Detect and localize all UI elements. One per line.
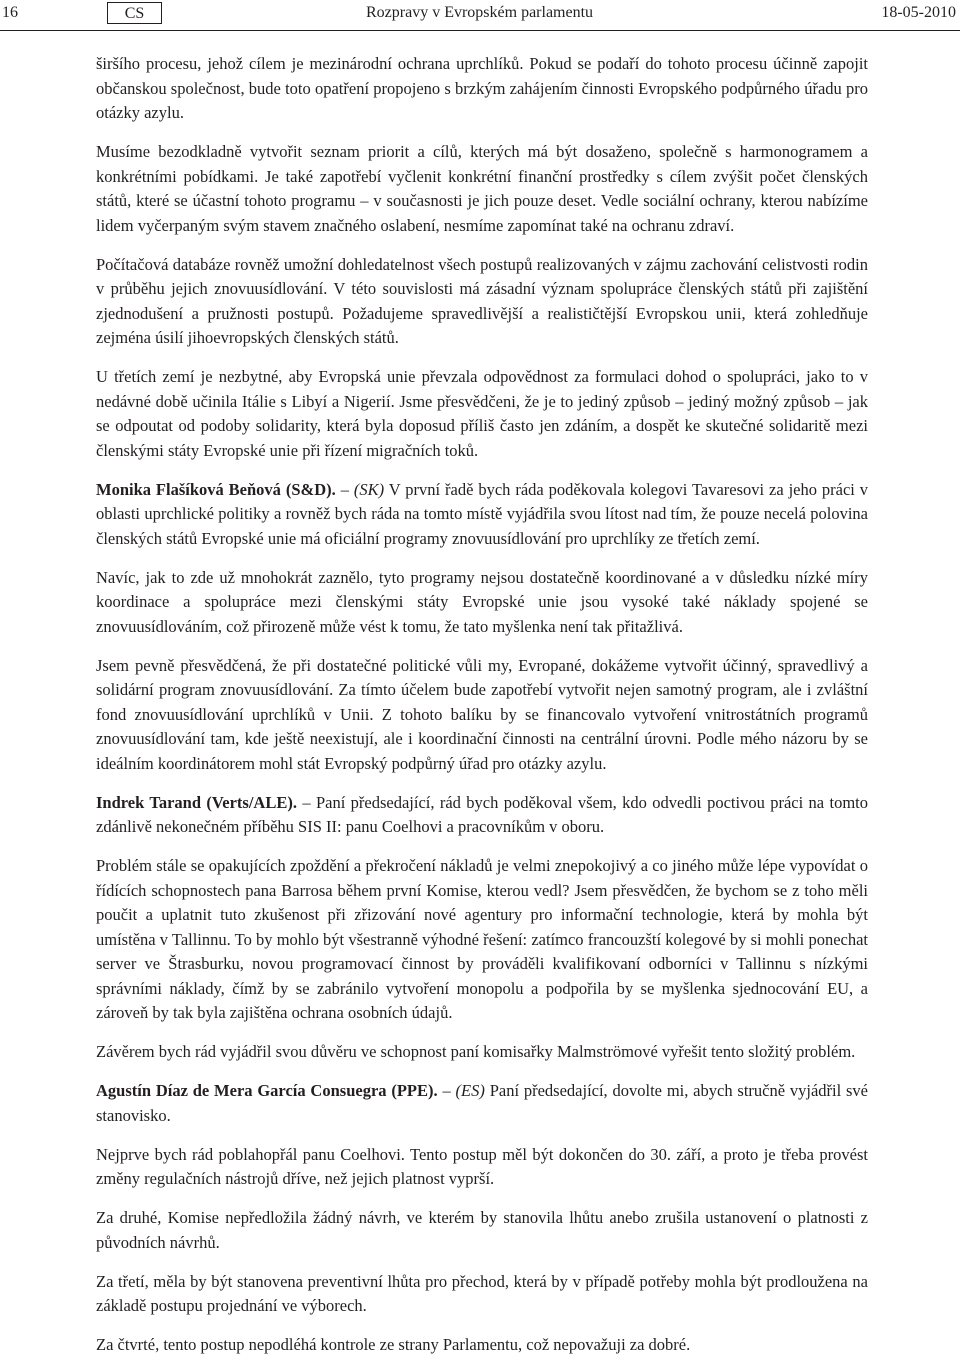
paragraph: Za druhé, Komise nepředložila žádný návrh, ve kterém by stanovila lhůtu anebo zrušila ustanovení o platnosti z původních návrhů. [96,1208,868,1252]
paragraph: Nejprve bych rád poblahopřál panu Coelhovi. Tento postup měl být dokončen do 30. září, a proto je třeba provést změny regulačních nástrojů dříve, než jejich platnost vyprší. [96,1144,868,1188]
speaker-name: Indrek Tarand (Verts/ALE). [96,792,297,812]
speaker-name: Agustín Díaz de Mera García Consuegra (PPE). [96,1081,438,1100]
page-number: 16 [2,4,18,21]
language-badge: CS [107,2,162,24]
paragraph: Jsem pevně přesvědčená, že při dostatečné politické vůli my, Evropané, dokážeme vytvořit účinný, spravedlivý a solidární program znovuusídlování. Za tímto účelem bude zapotřebí vytvořit nejen samotný program, ale i zvláštní fond znovuusídlování uprchlíků v Unii. Z tohoto balíku by se financovalo vytvoření vnitrostátních programů znovuusídlování tam, kde ještě neexistují, ale i koordinační činnosti na centrální úrovni. Podle mého názoru by se ideálním koordinátorem mohl stát Evropský podpůrný úřad pro otázky azylu. [96,655,868,773]
speaker-name: Monika Flašíková Beňová (S&D). [96,479,336,499]
paragraph: Musíme bezodkladně vytvořit seznam priorit a cílů, kterých má být dosaženo, společně s harmonogramem a konkrétními pobídkami. Je také zapotřebí vyčlenit konkrétní finanční prostředky s cílem zvýšit počet členských států, které se účastní tohoto programu – v současnosti je jich pouze deset. Vedle sociální ochrany, kterou nabízíme lidem vyčerpaným svým stavem značného oslabení, nesmíme zapomínat také na ochranu zdraví. [96,142,868,235]
publication-title: Rozpravy v Evropském parlamentu [366,4,594,21]
speaker-paragraph: Agustín Díaz de Mera García Consuegra (PPE). – (ES) Paní předsedající, dovolte mi, abych stručně vyjádřil své stanovisko. [96,1081,869,1125]
paragraph: Navíc, jak to zde už mnohokrát zaznělo, tyto programy nejsou dostatečně koordinované a v důsledku nízké míry koordinace a spolupráce mezi členskými státy Evropské unie jsou vysoké také náklady spojené se znovuusídlováním, což přirozeně může vést k tomu, že tato myšlenka není tak přitažlivá. [96,567,868,636]
speaker-language: (SK) [353,479,385,499]
paragraph: Závěrem bych rád vyjádřil svou důvěru ve schopnost paní komisařky Malmströmové vyřešit tento složitý problém. [96,1042,856,1061]
paragraph: širšího procesu, jehož cílem je mezinárodní ochrana uprchlíků. Pokud se podaří do tohoto procesu účinně zapojit občanskou společnost, bude toto opatření propojeno s brzkým zahájením činnosti Evropského podpůrného úřadu pro otázky azylu. [96,54,868,122]
page-header [0,0,960,28]
speaker-language: (ES) [455,1081,485,1100]
header-divider [0,30,960,31]
paragraph: Počítačová databáze rovněž umožní dohledatelnost všech postupů realizovaných v zájmu zachování celistvosti rodin v průběhu jejich znovuusídlování. V této souvislosti má zásadní význam spolupráce členských států při zajištění zjednodušení a pružnosti postupů. Požadujeme spravedlivější a realističtější Evropskou unii, která zohledňuje zejména úsilí jihoevropských členských států. [96,254,868,347]
paragraph: U třetích zemí je nezbytné, aby Evropská unie převzala odpovědnost za formulaci dohod o spolupráci, jako to v nedávné době učinila Itálie s Libyí a Nigerií. Jsme přesvědčeni, že je to jediný způsob – jediný možný způsob – jak se odpoutat od podoby solidarity, která byla doposud příliš často jen zdáním, a dospět ke skutečné solidaritě mezi členskými státy Evropské unie při řízení migračních toků. [96,367,868,460]
document-body [96,52,868,1372]
paragraph: Za třetí, měla by být stanovena preventivní lhůta pro přechod, která by v případě potřeby mohla být prodloužena na základě postupu projednání ve výborech. [96,1271,868,1315]
speaker-paragraph: Monika Flašíková Beňová (S&D). – (SK) V první řadě bych ráda poděkovala kolegovi Tavaresovi za jeho práci v oblasti uprchlické politiky a rovněž bych ráda na tomto místě vyjádřila svou lítost nad tím, že pouze necelá polovina členských států Evropské unie má oficiální programy znovuusídlování pro uprchlíky ze třetích zemí. [96,479,869,548]
speaker-paragraph: Indrek Tarand (Verts/ALE). – Paní předsedající, rád bych poděkoval všem, kdo odvedli poctivou práci na tomto zdánlivě nekonečném příběhu SIS II: panu Coelhovi a pracovníkům v oboru. [96,792,868,836]
publication-date: 18-05-2010 [881,4,956,21]
paragraph: Problém stále se opakujících zpoždění a překročení nákladů je velmi znepokojivý a co jiného může lépe vypovídat o řídících schopnostech pana Barrosa během první Komise, kterou vedl? Jsem přesvědčen, že bychom se z toho měli poučit a uplatnit tuto zkušenost při zřizování nové agentury pro informační technologie, která by mohla být umístěna v Tallinnu. To by mohlo být všestranně výhodné řešení: zatímco francouzští kolegové by si mohli ponechat server ve Štrasburku, novou programovací činnost by prováděli kvalifikovaní odborníci v Tallinnu s nízkými správními náklady, čímž by se zabránilo vytvoření monopolu a podpořila by se myšlenka sjednocování EU, a zároveň by tak byla zajištěna ochrana osobních údajů. [96,856,868,1022]
paragraph: Za čtvrté, tento postup nepodléhá kontrole ze strany Parlamentu, což nepovažuji za dobré. [96,1335,691,1354]
